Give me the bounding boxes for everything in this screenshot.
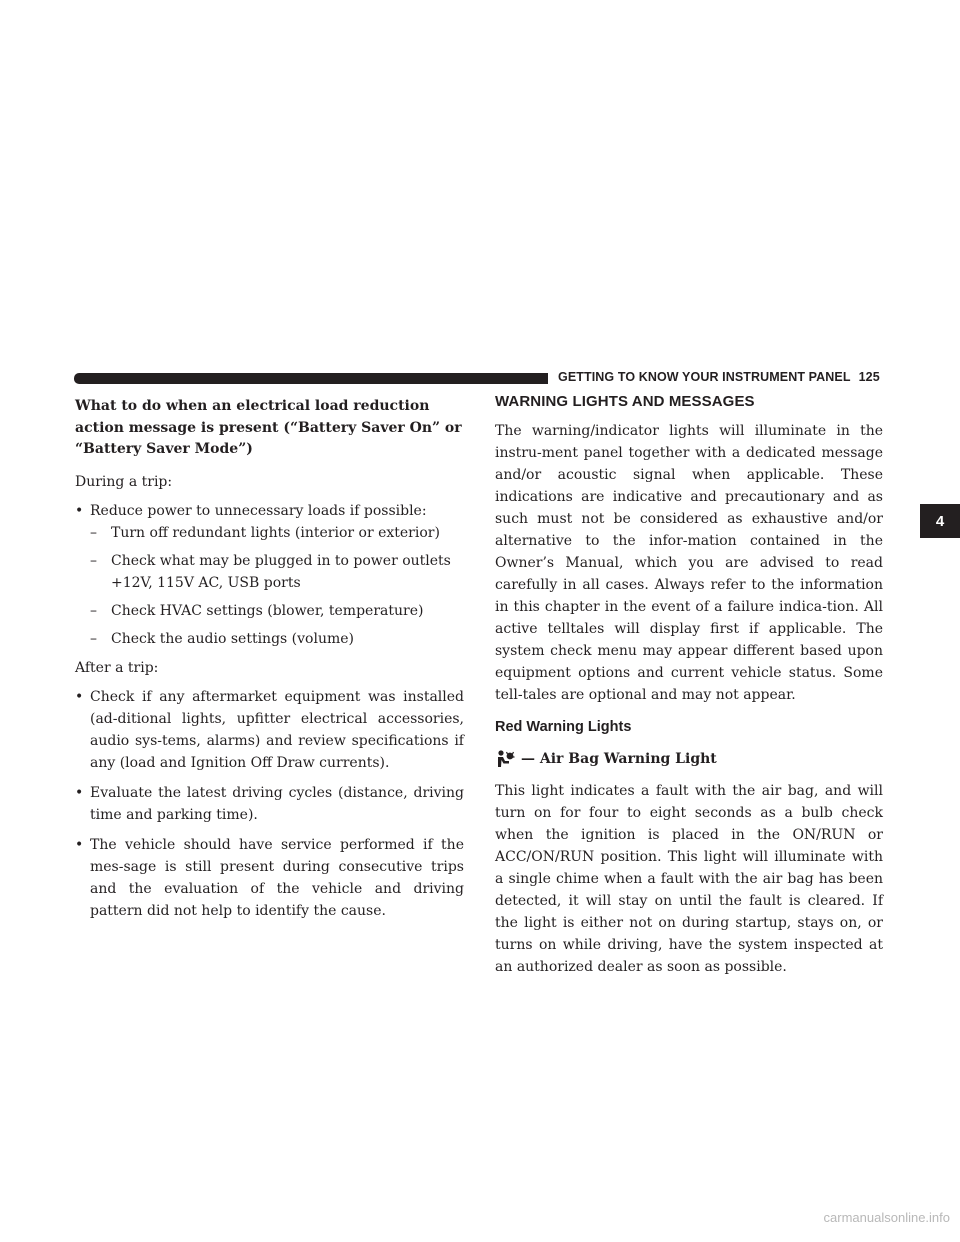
airbag-light-title [495,748,883,770]
left-column [75,396,464,922]
bullet-icon: • [75,784,84,801]
site-watermark: carmanualsonline.info [823,1210,950,1225]
bullet-icon: • [75,502,84,519]
bullet-icon: • [75,836,84,853]
list-item: • Evaluate the latest driving cycles (distance, driving time and parking time). [75,782,464,826]
right-column [495,391,883,978]
header-title: GETTING TO KNOW YOUR INSTRUMENT PANEL [558,370,851,384]
list-item: – Check HVAC settings (blower, temperature) [90,602,424,619]
list-item: • Reduce power to unnecessary loads if possible: [75,500,464,522]
chapter-tab: 4 [920,504,960,538]
during-trip-list [75,500,464,522]
list-item: • Check if any aftermarket equipment was installed (ad-ditional lights, upfitter electrical accessories, audio sys-tems, alarms) and review specifications if any (load and Ignition Off Draw currents). [75,686,464,774]
list-item: • The vehicle should have service performed if the mes-sage is still present during consecutive trips and the evaluation of the vehicle and driving pattern did not help to identify the cause. [75,834,464,922]
list-item: – Check the audio settings (volume) [90,630,354,647]
header-bar [74,373,548,384]
during-trip-label: During a trip: [75,473,173,490]
warning-intro-paragraph: The warning/indicator lights will illuminate in the instru-ment panel together with a dedicated message and/or acoustic signal when applicable. These indications are indicative and precautionary and as such must not be considered as exhaustive and/or alternative to the infor-mation contained in the Owner’s Manual, which you are advised to read carefully in all cases. Always refer to the information in this chapter in the event of a failure indica-tion. All active telltales will display first if applicable. The system check menu may appear different based upon equipment options and current vehicle status. Some tell-tales are optional and may not appear. [495,423,883,703]
airbag-light-paragraph: This light indicates a fault with the air bag, and will turn on for four to eight seconds as a bulb check when the ignition is placed in the ON/RUN or ACC/ON/RUN position. This light will illuminate with a single chime when a fault with the air bag has been detected, it will stay on until the fault is cleared. If the light is either not on during startup, stays on, or turns on while driving, have the system inspected at an authorized dealer as soon as possible. [495,783,883,975]
running-header [558,370,888,384]
airbag-light-title-text: — Air Bag Warning Light [521,751,717,767]
list-item: – Check what may be plugged in to power outlets +12V, 115V AC, USB ports [90,552,451,591]
bullet-icon: • [75,688,84,705]
battery-saver-heading: What to do when an electrical load reduction action message is present (“Battery Saver On” or “Battery Saver Mode”) [75,398,462,457]
after-trip-label: After a trip: [75,659,159,676]
during-trip-sublist [75,522,464,650]
airbag-warning-icon [495,750,515,768]
page-number: 125 [858,370,880,384]
subsection-title: Red Warning Lights [495,719,632,735]
list-item: – Turn off redundant lights (interior or exterior) [90,524,440,541]
after-trip-list [75,686,464,922]
section-title: WARNING LIGHTS AND MESSAGES [495,393,755,410]
